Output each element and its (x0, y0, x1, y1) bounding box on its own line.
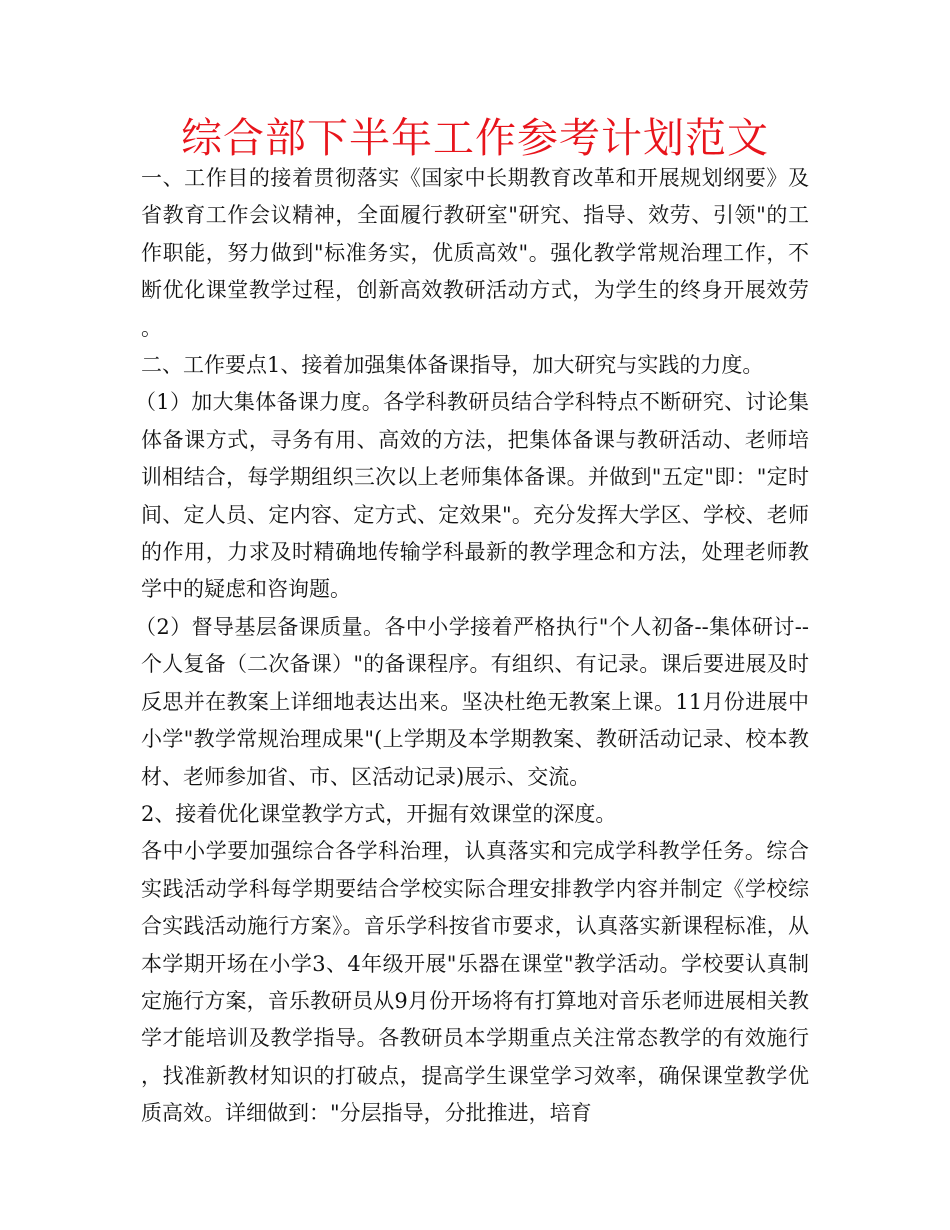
document-body (135, 160, 809, 1133)
paragraph-supervise-prep-quality: （2）督导基层备课质量。各中小学接着严格执行"个人初备--集体研讨--个人复备（二次备课）"的备课程序。有组织、有记录。课后要进展及时反思并在教案上详细地表达出来。坚决杜绝无教案上课。11月份进展中小学"教学常规治理成果"(上学期及本学期教案、教研活动记录、校本教材、老师参加省、市、区活动记录)展示、交流。 (135, 614, 809, 789)
paragraph-optimize-teaching: 2、接着优化课堂教学方式，开掘有效课堂的深度。 (141, 801, 617, 826)
document-title: 综合部下半年工作参考计划范文 (181, 114, 769, 162)
paragraph-school-management: 各中小学要加强综合各学科治理，认真落实和完成学科教学任务。综合实践活动学科每学期要结合学校实际合理安排教学内容并制定《学校综合实践活动施行方案》。音乐学科按省市要求，认真落实新课程标准，从本学期开场在小学3、4年级开展"乐器在课堂"教学活动。学校要认真制定施行方案，音乐教研员从9月份开场将有打算地对音乐老师进展相关教学才能培训及教学指导。各教研员本学期重点关注常态教学的有效施行，找准新教材知识的打破点，提高学生课堂学习效率，确保课堂教学优质高效。详细做到："分层指导，分批推进，培育 (141, 839, 809, 1126)
paragraph-collective-lesson-prep: （1）加大集体备课力度。各学科教研员结合学科特点不断研究、讨论集体备课方式，寻务有用、高效的方法，把集体备课与教研活动、老师培训相结合，每学期组织三次以上老师集体备课。并做到"五定"即："定时间、定人员、定内容、定方式、定效果"。充分发挥大学区、学校、老师的作用，力求及时精确地传输学科最新的教学理念和方法，处理老师教学中的疑虑和咨询题。 (135, 390, 809, 602)
paragraph-key-points: 二、工作要点1、接着加强集体备课指导，加大研究与实践的力度。 (141, 353, 764, 378)
paragraph-goal: 一、工作目的接着贯彻落实《国家中长期教育改革和开展规划纲要》及省教育工作会议精神，全面履行教研室"研究、指导、效劳、引领"的工作职能，努力做到"标准务实，优质高效"。强化教学常规治理工作，不断优化课堂教学过程，创新高效教研活动方式，为学生的终身开展效劳。 (141, 166, 809, 340)
